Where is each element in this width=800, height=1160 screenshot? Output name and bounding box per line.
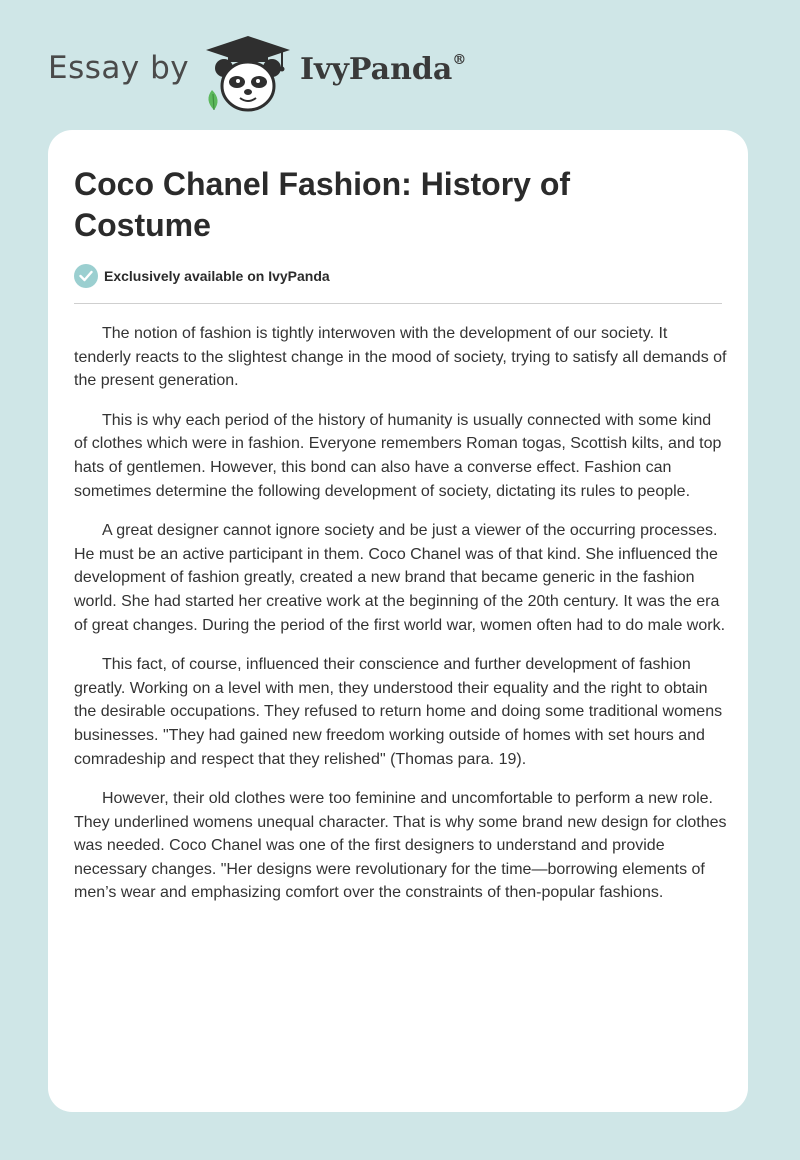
site-header: [48, 30, 548, 110]
paragraph: A great designer cannot ignore society and be just a viewer of the occurring processes. He must be an active participant in them. Coco Chanel was of that kind. She influenced the development of fashion greatly, created a new brand that became generic in the fashion world. She had started her creative work at the beginning of the 20th century. It was the era of great changes. During the period of the first world war, women often had to do male work.: [74, 522, 726, 634]
paragraph: The notion of fashion is tightly interwoven with the development of our society. It tenderly reacts to the slightest change in the mood of society, trying to satisfy all demands of the present generation.: [74, 325, 727, 390]
badge-text: Exclusively available on IvyPanda: [104, 268, 330, 284]
paragraph: This fact, of course, influenced their conscience and further development of fashion greatly. Working on a level with men, they understood their equality and the right to obtain the desirable occupations. They refused to return home and doing some traditional womens businesses. "They had gained new freedom working outside of homes with set hours and comradeship and respect that they relished" (Thomas para. 19).: [74, 656, 723, 768]
divider: [74, 303, 722, 304]
brand-name[interactable]: IvyPanda®: [300, 52, 467, 87]
page-title: Coco Chanel Fashion: History of Costume: [74, 166, 571, 243]
essay-card: [48, 130, 748, 1112]
paragraph: This is why each period of the history of humanity is usually connected with some kind of clothes which were in fashion. Everyone remembers Roman togas, Scottish kilts, and top hats of gentlemen. However, this bond can also have a converse effect. Fashion can sometimes determine the following development of society, dictating its rules to people.: [74, 411, 722, 500]
paragraph: However, their old clothes were too feminine and uncomfortable to perform a new role. They underlined womens unequal character. That is why some brand new design for clothes was needed. Coco Chanel was one of the first designers to understand and provide necessary changes. "Her designs were revolutionary for the time—borrowing elements of men’s wear and emphasizing comfort over the constraints of then-popular fashions.: [74, 790, 727, 902]
essay-by-label: Essay by: [48, 50, 190, 86]
registered-mark: ®: [452, 52, 467, 68]
essay-body: [74, 322, 728, 921]
panda-graduate-logo-icon[interactable]: [202, 34, 294, 114]
exclusive-badge: [74, 264, 330, 288]
check-circle-icon: [74, 264, 98, 288]
